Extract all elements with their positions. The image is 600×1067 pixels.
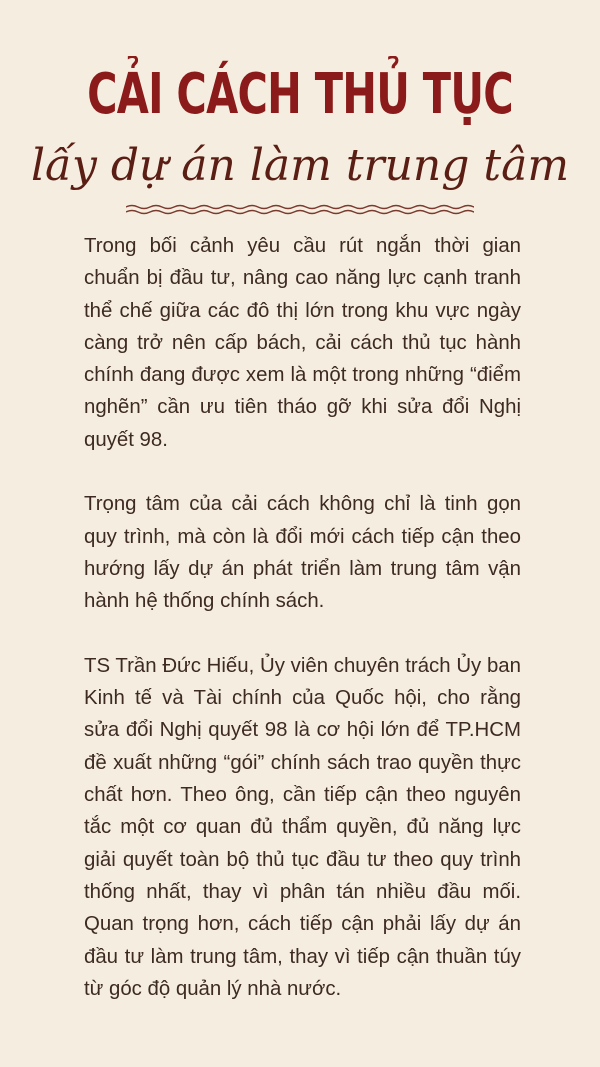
article-paragraph: Trọng tâm của cải cách không chỉ là tinh gọn quy trình, mà còn là đổi mới cách tiếp cận theo hướng lấy dự án phát triển làm trung tâm vận hành hệ thống chính sách.: [84, 493, 521, 613]
page-subtitle: lấy dự án làm trung tâm: [30, 140, 570, 191]
article-paragraph: TS Trần Đức Hiếu, Ủy viên chuyên trách Ủy ban Kinh tế và Tài chính của Quốc hội, cho rằng sửa đổi Nghị quyết 98 là cơ hội lớn để TP.HCM đề xuất những “gói” chính sách trao quyền thực chất hơn. Theo ông, cần tiếp cận theo nguyên tắc một cơ quan đủ thẩm quyền, đủ năng lực giải quyết toàn bộ thủ tục đầu tư theo quy trình thống nhất, thay vì phân tán nhiều đầu mối. Quan trọng hơn, cách tiếp cận phải lấy dự án đầu tư làm trung tâm, thay vì tiếp cận thuần túy từ góc độ quản lý nhà nước.: [84, 654, 521, 1000]
page-title: CẢI CÁCH THỦ TỤC: [87, 62, 513, 127]
wave-divider-ornament: [126, 202, 474, 216]
article-body: [84, 230, 521, 1005]
article-paragraph: Trong bối cảnh yêu cầu rút ngắn thời gian chuẩn bị đầu tư, nâng cao năng lực cạnh tranh thể chế giữa các đô thị lớn trong khu vực ngày càng trở nên cấp bách, cải cách thủ tục hành chính đang được xem là một trong những “điểm nghẽn” cần ưu tiên tháo gỡ khi sửa đổi Nghị quyết 98.: [84, 235, 521, 451]
